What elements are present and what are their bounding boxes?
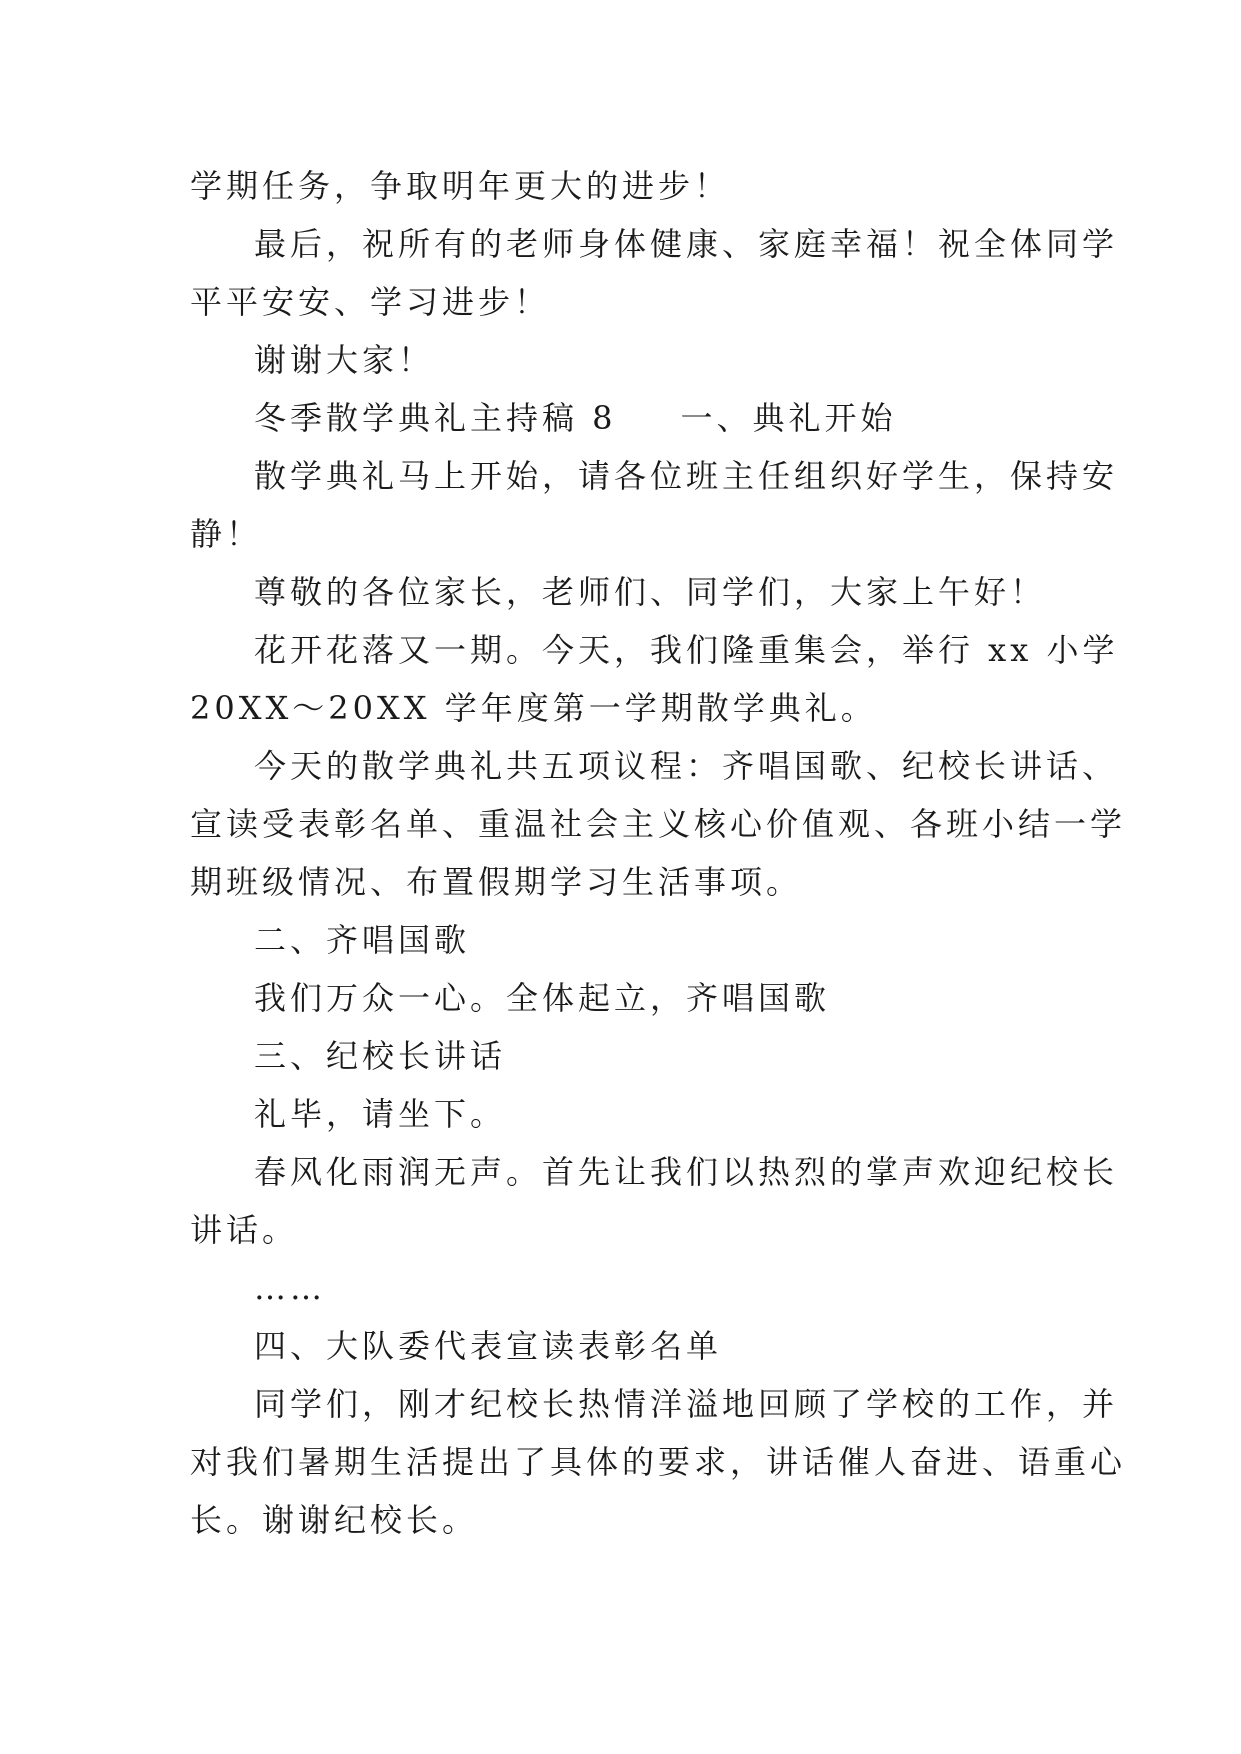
text-line: 礼毕，请坐下。: [254, 1095, 507, 1133]
text-line: 春风化雨润无声。首先让我们以热烈的掌声欢迎纪校长: [254, 1153, 1119, 1191]
text-line: 同学们，刚才纪校长热情洋溢地回顾了学校的工作，并: [254, 1385, 1119, 1423]
ellipsis-line: ……: [254, 1269, 326, 1307]
text-line: 宣读受表彰名单、重温社会主义核心价值观、各班小结一学: [190, 805, 1127, 843]
text-line: 平平安安、学习进步！: [190, 283, 551, 321]
text-line: 长。谢谢纪校长。: [190, 1501, 479, 1539]
section-title: 冬季散学典礼主持稿 8: [254, 399, 617, 437]
text-line: 散学典礼马上开始，请各位班主任组织好学生，保持安: [254, 457, 1119, 495]
section-heading: 一、典礼开始: [680, 399, 897, 437]
text-line: 期班级情况、布置假期学习生活事项。: [190, 863, 803, 901]
text-line: 今天的散学典礼共五项议程：齐唱国歌、纪校长讲话、: [254, 747, 1119, 785]
text-line: 学期任务，争取明年更大的进步！: [190, 167, 731, 205]
text-line: 花开花落又一期。今天，我们隆重集会，举行 xx 小学: [254, 631, 1119, 669]
text-line: 20XX～20XX 学年度第一学期散学典礼。: [190, 689, 877, 727]
text-line: 讲话。: [190, 1211, 299, 1249]
text-line: 谢谢大家！: [254, 341, 435, 379]
text-line: 对我们暑期生活提出了具体的要求，讲话催人奋进、语重心: [190, 1443, 1127, 1481]
section-heading: 四、大队委代表宣读表彰名单: [254, 1327, 723, 1365]
text-line: 最后，祝所有的老师身体健康、家庭幸福！祝全体同学: [254, 225, 1119, 263]
text-line: 静！: [190, 515, 263, 553]
section-heading-line: [190, 389, 1070, 447]
section-heading: 三、纪校长讲话: [254, 1037, 507, 1075]
section-heading: 二、齐唱国歌: [254, 921, 471, 959]
text-line: 尊敬的各位家长，老师们、同学们，大家上午好！: [254, 573, 1047, 611]
document-body: [190, 157, 1127, 1549]
text-line: 我们万众一心。全体起立，齐唱国歌: [254, 979, 831, 1017]
